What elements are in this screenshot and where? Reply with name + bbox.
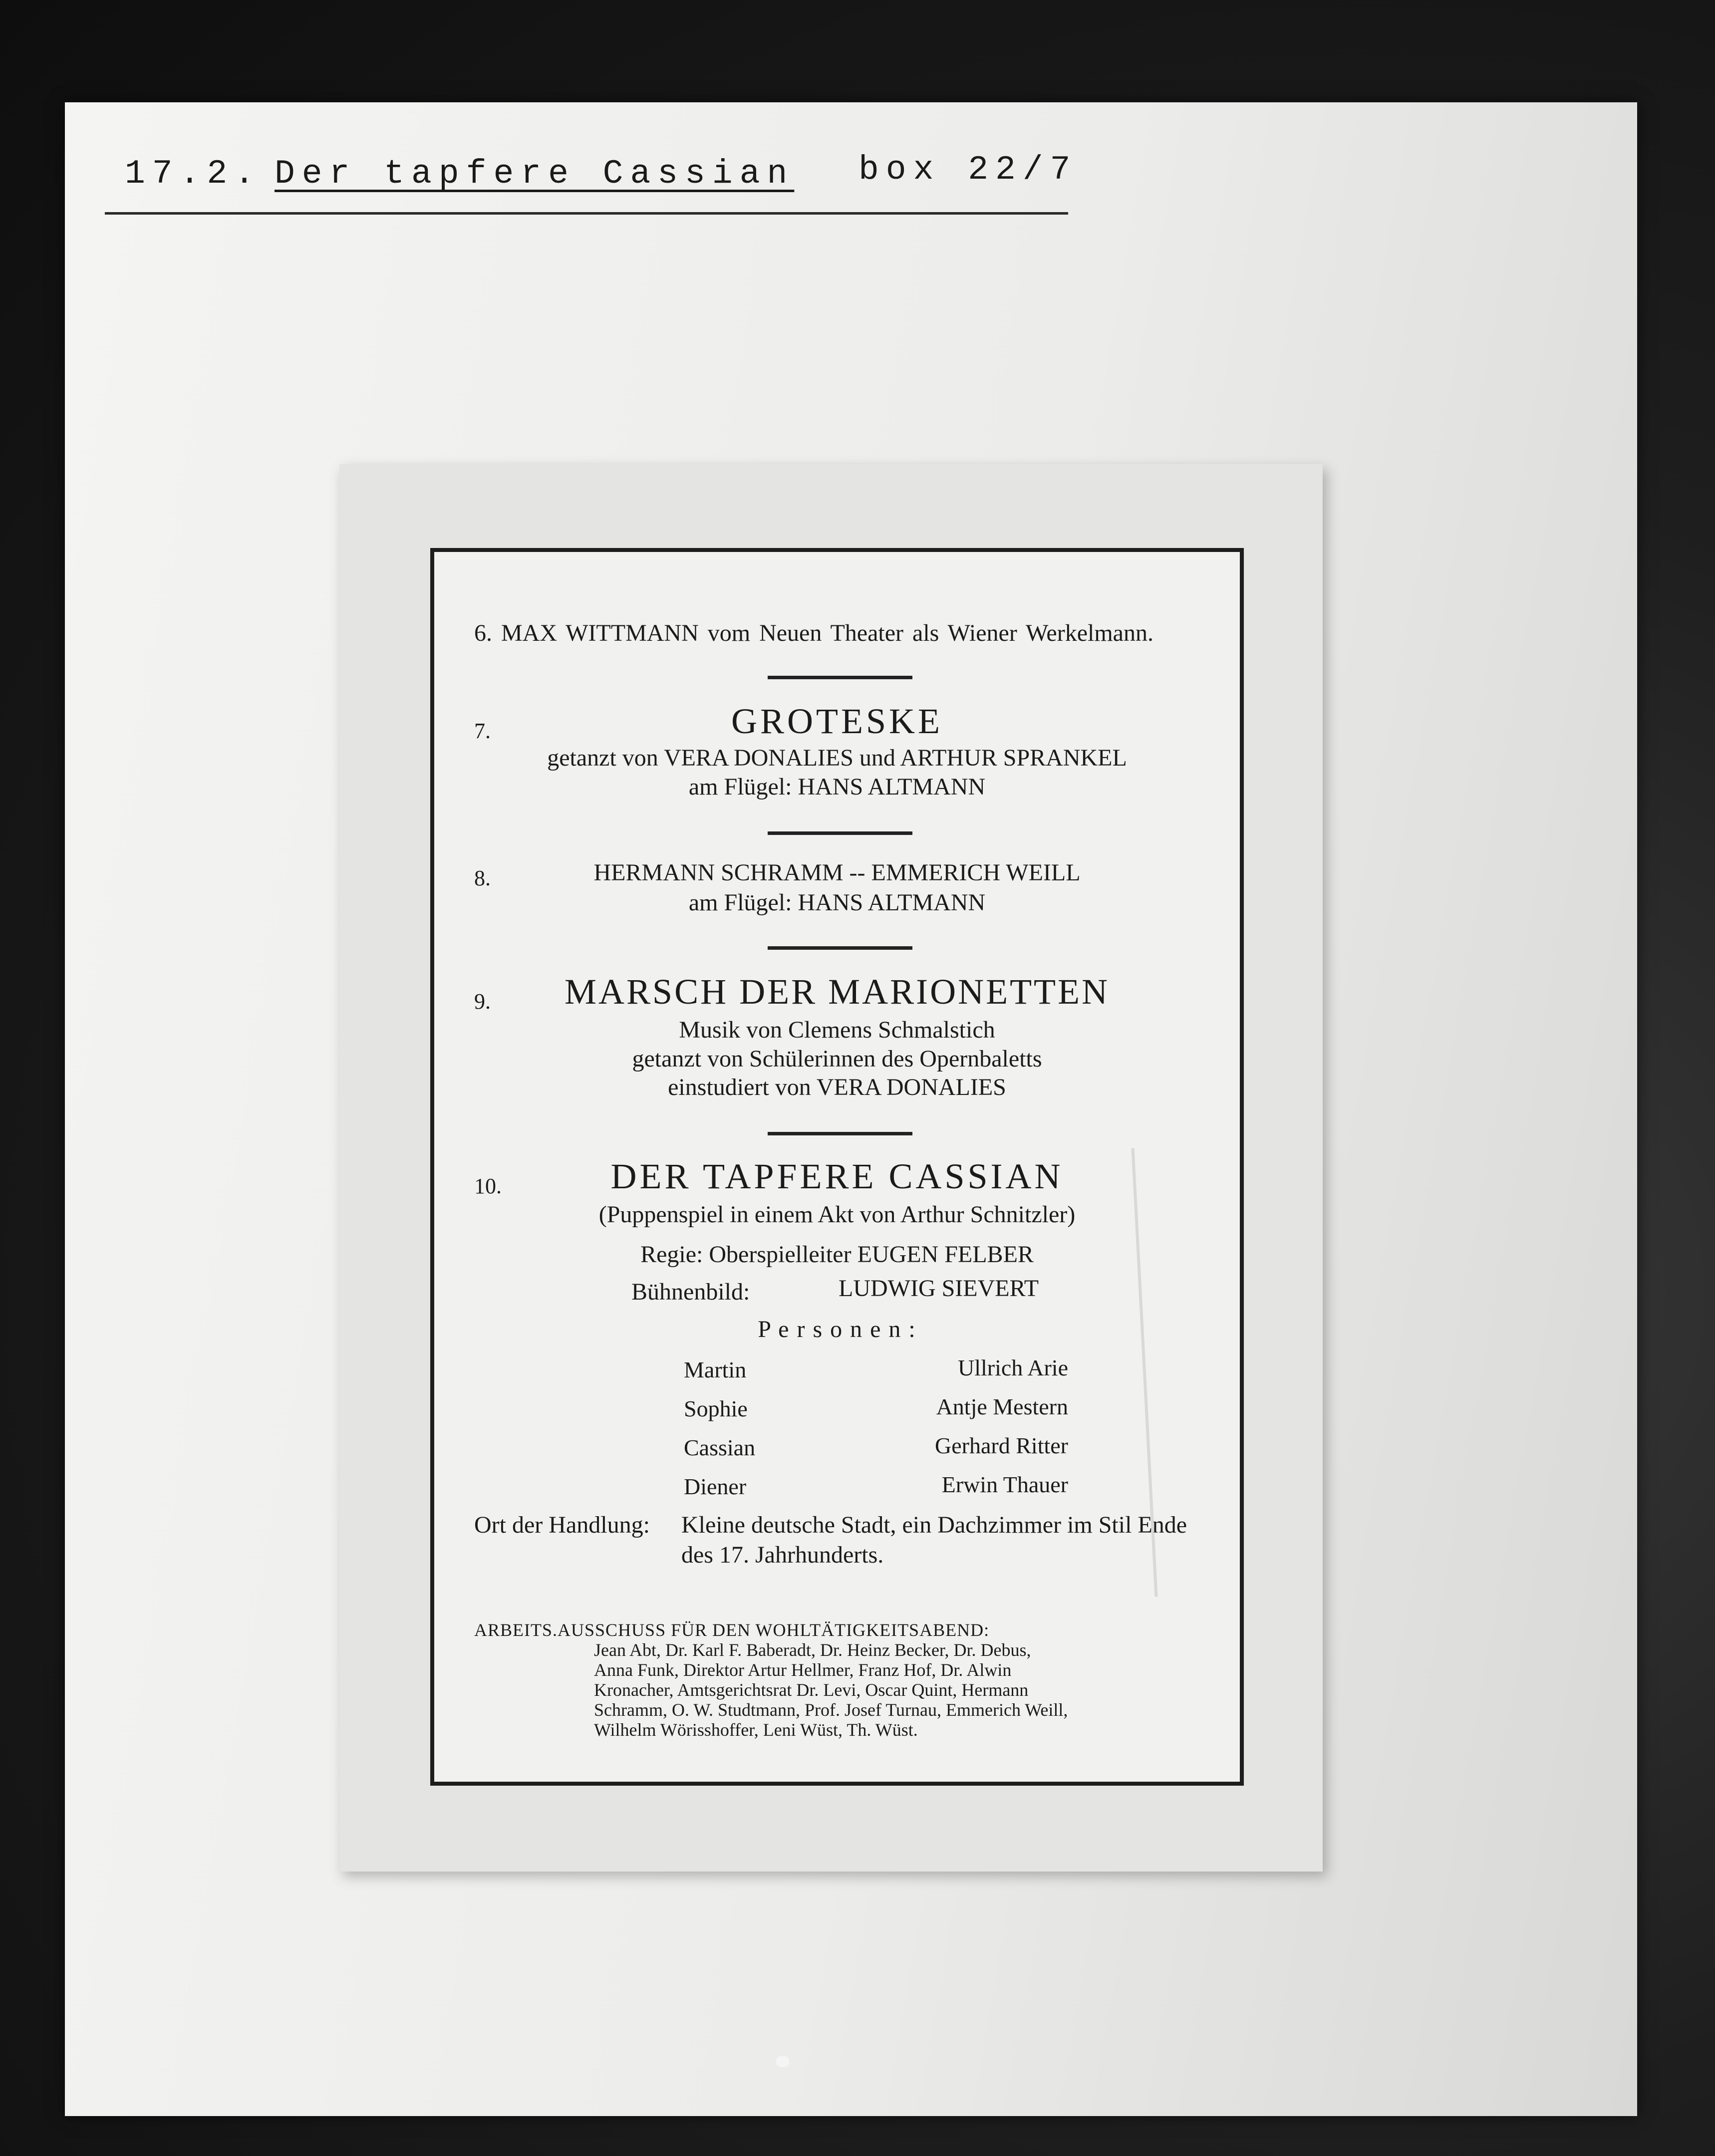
item10-subtitle: (Puppenspiel in einem Akt von Arthur Schnitzler): [598, 1201, 1076, 1228]
item7-line2: am Flügel: HANS ALTMANN: [688, 774, 986, 800]
item8-line2: am Flügel: HANS ALTMANN: [688, 889, 986, 916]
committee-block: [474, 1620, 1213, 1740]
cast-actor: Gerhard Ritter: [935, 1433, 1068, 1458]
item10-regie: Regie: Oberspielleiter EUGEN FELBER: [640, 1241, 1034, 1268]
ort-label: Ort der Handlung:: [474, 1512, 650, 1538]
header-rule: [105, 212, 1068, 215]
archive-number: 17.2.: [125, 155, 262, 193]
item7-number: 7.: [474, 719, 491, 743]
item8-line1: HERMANN SCHRAMM -- EMMERICH WEILL: [593, 859, 1081, 886]
archive-box-label: box 22/7: [858, 151, 1078, 189]
committee-names-line: Wilhelm Wörisshoffer, Leni Wüst, Th. Wüst.: [594, 1720, 918, 1740]
ort-line1: Kleine deutsche Stadt, ein Dachzimmer im Stil Ende: [681, 1512, 1187, 1538]
item9-title: MARSCH DER MARIONETTEN: [564, 972, 1110, 1012]
personen-heading: P e r s o n e n :: [758, 1316, 916, 1343]
divider: [768, 831, 912, 835]
cast-actor: Ullrich Arie: [958, 1355, 1068, 1380]
buehnenbild-name: LUDWIG SIEVERT: [839, 1275, 1039, 1302]
cast-role: Sophie: [684, 1396, 748, 1421]
cast-actor: Erwin Thauer: [941, 1472, 1068, 1497]
committee-names: [594, 1640, 1213, 1740]
scan-speck: [776, 2056, 789, 2067]
archive-title: Der tapfere Cassian: [275, 155, 795, 193]
item10-title: DER TAPFERE CASSIAN: [610, 1156, 1064, 1196]
ort-line2: des 17. Jahrhunderts.: [681, 1542, 884, 1568]
item9-line2: getanzt von Schülerinnen des Opernbaletts: [632, 1046, 1042, 1072]
committee-names-line: Schramm, O. W. Studtmann, Prof. Josef Turnau, Emmerich Weill,: [594, 1700, 1068, 1720]
buehnenbild-label: Bühnenbild:: [631, 1279, 750, 1305]
program-page: [430, 548, 1244, 1786]
item9-line1: Musik von Clemens Schmalstich: [679, 1017, 995, 1043]
cast-role: Martin: [684, 1357, 747, 1382]
committee-names-line: Anna Funk, Direktor Artur Hellmer, Franz Hof, Dr. Alwin: [594, 1660, 1012, 1680]
committee-names-line: Jean Abt, Dr. Karl F. Baberadt, Dr. Heinz Becker, Dr. Debus,: [594, 1640, 1031, 1660]
cast-role: Diener: [684, 1474, 747, 1499]
item8-number: 8.: [474, 866, 491, 890]
item7-title: GROTESKE: [731, 701, 943, 741]
item9-line3: einstudiert von VERA DONALIES: [668, 1074, 1006, 1100]
cast-actor: Antje Mestern: [936, 1394, 1068, 1419]
cast-role: Cassian: [684, 1435, 756, 1460]
divider: [768, 1132, 912, 1135]
committee-names-line: Kronacher, Amtsgerichtsrat Dr. Levi, Oscar Quint, Hermann: [594, 1680, 1029, 1700]
item7-line1: getanzt von VERA DONALIES und ARTHUR SPRANKEL: [547, 745, 1127, 771]
committee-heading: ARBEITS.AUSSCHUSS FÜR DEN WOHLTÄTIGKEITSABEND:: [474, 1620, 990, 1640]
item10-number: 10.: [474, 1174, 502, 1198]
divider: [768, 676, 912, 679]
item6-text: 6. MAX WITTMANN vom Neuen Theater als Wiener Werkelmann.: [474, 620, 1153, 646]
item9-number: 9.: [474, 989, 491, 1014]
divider: [768, 946, 912, 950]
